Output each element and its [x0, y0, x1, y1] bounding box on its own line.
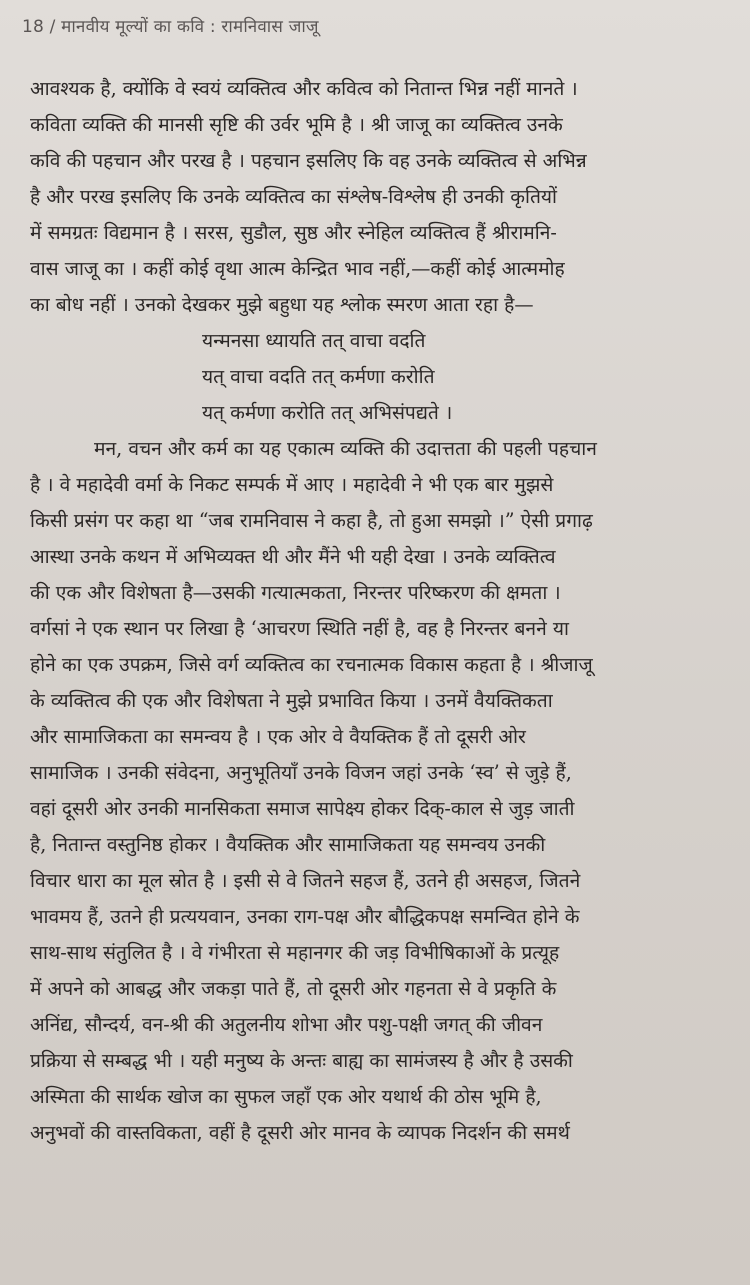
text-line: है, नितान्त वस्तुनिष्ठ होकर । वैयक्तिक और सामाजिकता यह समन्वय उनकी [30, 833, 546, 856]
verse-line: यत् कर्मणा करोति तत् अभिसंपद्यते । [202, 401, 453, 424]
text-line: वहां दूसरी ओर उनकी मानसिकता समाज सापेक्ष्य होकर दिक्-काल से जुड़ जाती [30, 797, 575, 820]
text-line: प्रक्रिया से सम्बद्ध भी । यही मनुष्य के अन्तः बाह्य का सामंजस्य है और है उसकी [30, 1049, 573, 1072]
text-line: साथ-साथ संतुलित है । वे गंभीरता से महानगर की जड़ विभीषिकाओं के प्रत्यूह [30, 941, 560, 964]
text-line: अनिंद्य, सौन्दर्य, वन-श्री की अतुलनीय शोभा और पशु-पक्षी जगत् की जीवन [30, 1013, 543, 1036]
text-line: किसी प्रसंग पर कहा था “जब रामनिवास ने कहा है, तो हुआ समझो ।” ऐसी प्रगाढ़ [30, 509, 593, 532]
text-line: विचार धारा का मूल स्रोत है । इसी से वे जितने सहज हैं, उतने ही असहज, जितने [30, 869, 581, 892]
text-line: की एक और विशेषता है—उसकी गत्यात्मकता, निरन्तर परिष्करण की क्षमता । [30, 581, 561, 604]
text-line: में अपने को आबद्ध और जकड़ा पाते हैं, तो दूसरी ओर गहनता से वे प्रकृति के [30, 977, 557, 1000]
text-line: में समग्रतः विद्यमान है । सरस, सुडौल, सुष्ठ और स्नेहिल व्यक्तित्व हैं श्रीरामनि- [30, 221, 557, 244]
text-line: वास जाजू का । कहीं कोई वृथा आत्म केन्द्रित भाव नहीं,—कहीं कोई आत्ममोह [30, 257, 565, 280]
text-line: सामाजिक । उनकी संवेदना, अनुभूतियाँ उनके विजन जहां उनके ‘स्व’ से जुड़े हैं, [30, 761, 572, 784]
text-line: के व्यक्तित्व की एक और विशेषता ने मुझे प्रभावित किया । उनमें वैयक्तिकता [30, 689, 553, 712]
running-head: 18 / मानवीय मूल्यों का कवि : रामनिवास जाजू [22, 17, 319, 37]
text-line: कवि की पहचान और परख है । पहचान इसलिए कि वह उनके व्यक्तित्व से अभिन्न [30, 149, 587, 172]
text-line: मन, वचन और कर्म का यह एकात्म व्यक्ति की उदात्तता की पहली पहचान [94, 437, 597, 460]
verse-line: यत् वाचा वदति तत् कर्मणा करोति [202, 365, 435, 388]
text-line: आवश्यक है, क्योंकि वे स्वयं व्यक्तित्व और कवित्व को नितान्त भिन्न नहीं मानते । [30, 77, 578, 100]
text-line: है । वे महादेवी वर्मा के निकट सम्पर्क में आए । महादेवी ने भी एक बार मुझसे [30, 473, 554, 496]
text-line: अनुभवों की वास्तविकता, वहीं है दूसरी ओर मानव के व्यापक निदर्शन की समर्थ [30, 1121, 570, 1144]
text-line: और सामाजिकता का समन्वय है । एक ओर वे वैयक्तिक हैं तो दूसरी ओर [30, 725, 526, 748]
body-text [30, 71, 724, 1151]
text-line: है और परख इसलिए कि उनके व्यक्तित्व का संश्लेष-विश्लेष ही उनकी कृतियों [30, 185, 557, 208]
text-line: भावमय हैं, उतने ही प्रत्ययवान, उनका राग-पक्ष और बौद्धिकपक्ष समन्वित होने के [30, 905, 580, 928]
verse-line: यन्मनसा ध्यायति तत् वाचा वदति [202, 329, 426, 352]
text-line: होने का एक उपक्रम, जिसे वर्ग व्यक्तित्व का रचनात्मक विकास कहता है । श्रीजाजू [30, 653, 593, 676]
text-line: वर्गसां ने एक स्थान पर लिखा है ‘आचरण स्थिति नहीं है, वह है निरन्तर बनने या [30, 617, 569, 640]
text-line: अस्मिता की सार्थक खोज का सुफल जहाँ एक ओर यथार्थ की ठोस भूमि है, [30, 1085, 542, 1108]
text-line: का बोध नहीं । उनको देखकर मुझे बहुधा यह श्लोक स्मरण आता रहा है— [30, 293, 534, 316]
text-line: आस्था उनके कथन में अभिव्यक्त थी और मैंने भी यही देखा । उनके व्यक्तित्व [30, 545, 556, 568]
text-line: कविता व्यक्ति की मानसी सृष्टि की उर्वर भूमि है । श्री जाजू का व्यक्तित्व उनके [30, 113, 563, 136]
